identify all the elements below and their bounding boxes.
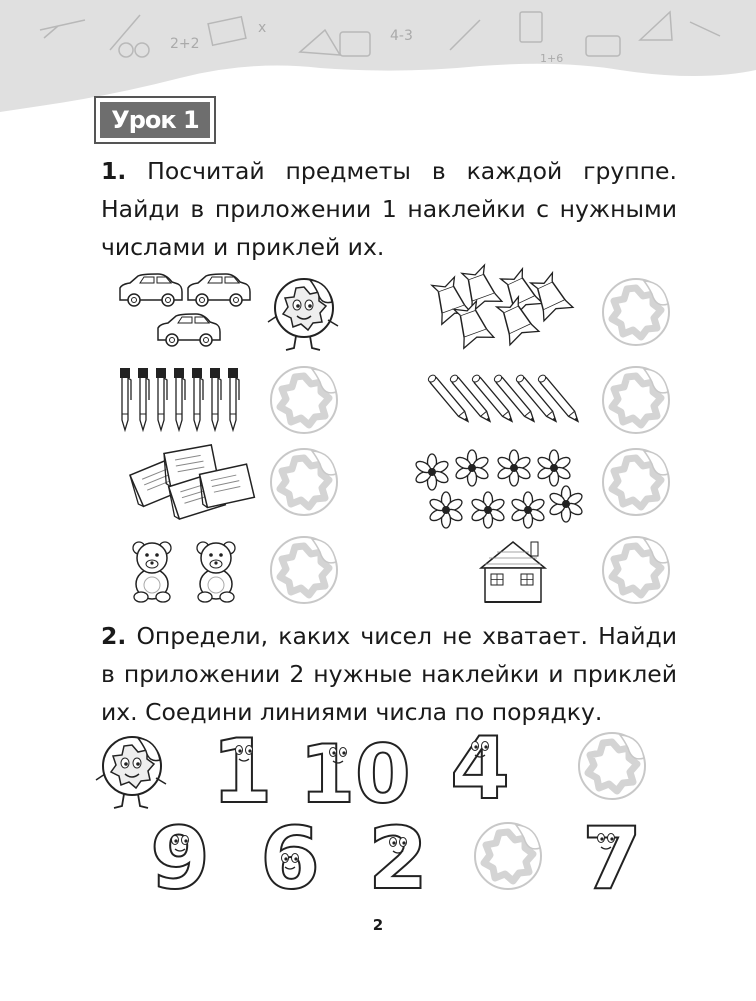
group-candies: [428, 264, 573, 349]
task2-line-3: их. Соедини линиями числа по порядку.: [101, 698, 603, 726]
sticker-placeholder-icon: [475, 823, 541, 889]
doodle-text: 1+6: [540, 52, 564, 65]
pencil-icon: [471, 374, 515, 424]
group-notebooks: [127, 445, 254, 521]
number-glyph: 4: [450, 719, 510, 819]
number-glyph: 10: [299, 728, 411, 821]
pen-icon: [210, 368, 221, 430]
doodle-text: x: [258, 20, 267, 36]
number-glyph: 6: [260, 809, 320, 906]
task2-numbers: [0, 716, 756, 906]
pencil-icon: [537, 374, 581, 424]
pencil-icon: [427, 374, 471, 424]
teddy-bear-icon: [197, 542, 235, 602]
house-icon: [481, 542, 545, 602]
flower-icon: [454, 450, 490, 486]
number-character: [150, 809, 210, 906]
number-character: [299, 728, 410, 821]
task2-line-1: 2. Определи, каких чисел не хватает. Найди: [101, 622, 677, 650]
doodle-text: 2+2: [170, 36, 200, 52]
task1-line-3: числами и приклей их.: [101, 233, 385, 261]
number-character: [260, 809, 320, 906]
flower-icon: [414, 454, 450, 490]
pen-icon: [138, 368, 149, 430]
group-pencils: [427, 374, 581, 424]
group-flowers: [414, 450, 584, 528]
sticker-placeholder-icon: [603, 279, 669, 345]
page-number: 2: [372, 916, 384, 934]
number-glyph: 1: [211, 720, 273, 823]
flower-icon: [536, 450, 572, 486]
task2-line-2: в приложении 2 нужные наклейки и приклей: [101, 660, 677, 688]
sticker-placeholder-icon: [603, 537, 669, 603]
number-character: [211, 720, 272, 823]
pen-icon: [120, 368, 131, 430]
flower-icon: [496, 450, 532, 486]
doodle-text: 4-3: [390, 28, 413, 44]
sticker-answer-icon: [96, 737, 166, 808]
sticker-placeholder-icon: [271, 537, 337, 603]
sticker-placeholder-icon: [579, 733, 645, 799]
group-pens: [120, 368, 239, 430]
pencil-icon: [493, 374, 537, 424]
flower-icon: [548, 486, 584, 522]
pencil-icon: [515, 374, 559, 424]
task1-line-1: 1. Посчитай предметы в каждой группе.: [101, 157, 677, 185]
number-character: [368, 809, 428, 906]
teddy-bear-icon: [133, 542, 171, 602]
pen-icon: [192, 368, 203, 430]
sticker-placeholder-icon: [271, 449, 337, 515]
sticker-placeholder-icon: [603, 367, 669, 433]
number-character: [582, 809, 642, 906]
sticker-answer-icon: [268, 279, 338, 350]
group-bears: [133, 542, 235, 602]
number-character: [450, 719, 510, 819]
flower-icon: [428, 492, 464, 528]
task1-instructions: [101, 152, 677, 266]
number-glyph: 2: [368, 809, 428, 906]
sticker-placeholder-icon: [603, 449, 669, 515]
number-glyph: 7: [582, 809, 642, 906]
pen-icon: [228, 368, 239, 430]
task1-number: 1.: [101, 157, 127, 185]
task2-number: 2.: [101, 622, 127, 650]
group-cars: [120, 274, 250, 346]
car-icon: [188, 274, 250, 306]
task1-groups: [0, 260, 756, 610]
car-icon: [158, 314, 220, 346]
task1-line-2: Найди в приложении 1 наклейки с нужными: [101, 195, 677, 223]
pencil-icon: [449, 374, 493, 424]
task2-instructions: [101, 617, 677, 731]
pen-icon: [174, 368, 185, 430]
sticker-placeholder-icon: [271, 367, 337, 433]
pen-icon: [156, 368, 167, 430]
number-glyph: 9: [150, 809, 210, 906]
lesson-badge: [94, 96, 216, 144]
flower-icon: [470, 492, 506, 528]
lesson-label: Урок 1: [100, 102, 210, 138]
flower-icon: [510, 492, 546, 528]
car-icon: [120, 274, 182, 306]
